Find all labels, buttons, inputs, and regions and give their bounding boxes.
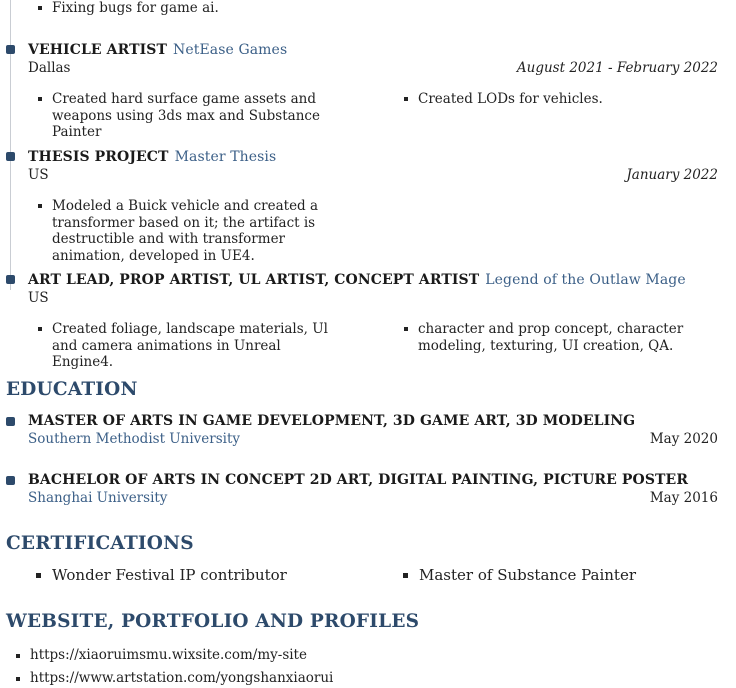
- job-location: Dallas: [28, 60, 71, 76]
- job-location: US: [28, 290, 49, 306]
- job-date: August 2021 - February 2022: [516, 60, 718, 76]
- school-name: Shanghai University: [28, 490, 168, 506]
- certification-item: Master of Substance Painter: [419, 566, 637, 584]
- timeline-marker: [6, 152, 15, 161]
- bullet-item: Fixing bugs for game ai.: [52, 0, 382, 17]
- school-name: Southern Methodist University: [28, 431, 241, 447]
- job-company: Legend of the Outlaw Mage: [485, 272, 686, 288]
- job-date: January 2022: [626, 167, 718, 183]
- profile-link[interactable]: https://www.artstation.com/yongshanxiaorui: [30, 670, 334, 686]
- timeline-marker: [6, 417, 15, 426]
- education-date: May 2020: [649, 431, 718, 447]
- bullet-item: Created hard surface game assets and weapons using 3ds max and Substance Painter: [52, 91, 352, 141]
- job-title-row: [28, 42, 287, 58]
- job-title: THESIS PROJECT: [28, 149, 169, 165]
- job-title-row: [28, 272, 686, 288]
- job-location: US: [28, 167, 49, 183]
- job-title: VEHICLE ARTIST: [28, 42, 167, 58]
- bullet-item: character and prop concept, character modeling, texturing, UI creation, QA.: [418, 321, 723, 354]
- section-heading-profiles: WEBSITE, PORTFOLIO AND PROFILES: [6, 611, 420, 632]
- bullet-item: Created LODs for vehicles.: [418, 91, 718, 108]
- job-company: NetEase Games: [173, 42, 288, 58]
- certification-item: Wonder Festival IP contributor: [52, 566, 287, 584]
- job-title: ART LEAD, PROP ARTIST, UL ARTIST, CONCEPT ARTIST: [28, 272, 480, 288]
- experience-timeline: [10, 0, 11, 290]
- timeline-marker: [6, 275, 15, 284]
- section-heading-education: EDUCATION: [6, 379, 138, 400]
- bullet-item: Modeled a Buick vehicle and created a transformer based on it; the artifact is destructible and with transformer animation, developed in UE4.: [52, 198, 357, 264]
- degree-title: MASTER OF ARTS IN GAME DEVELOPMENT, 3D GAME ART, 3D MODELING: [28, 413, 636, 429]
- job-company: Master Thesis: [174, 149, 277, 165]
- degree-title: BACHELOR OF ARTS IN CONCEPT 2D ART, DIGITAL PAINTING, PICTURE POSTER: [28, 472, 689, 488]
- timeline-marker: [6, 45, 15, 54]
- timeline-marker: [6, 476, 15, 485]
- job-title-row: [28, 149, 276, 165]
- bullet-item: Created foliage, landscape materials, Ul and camera animations in Unreal Engine4.: [52, 321, 342, 371]
- profile-link[interactable]: https://xiaoruimsmu.wixsite.com/my-site: [30, 647, 307, 663]
- education-date: May 2016: [649, 490, 718, 506]
- section-heading-certifications: CERTIFICATIONS: [6, 533, 194, 554]
